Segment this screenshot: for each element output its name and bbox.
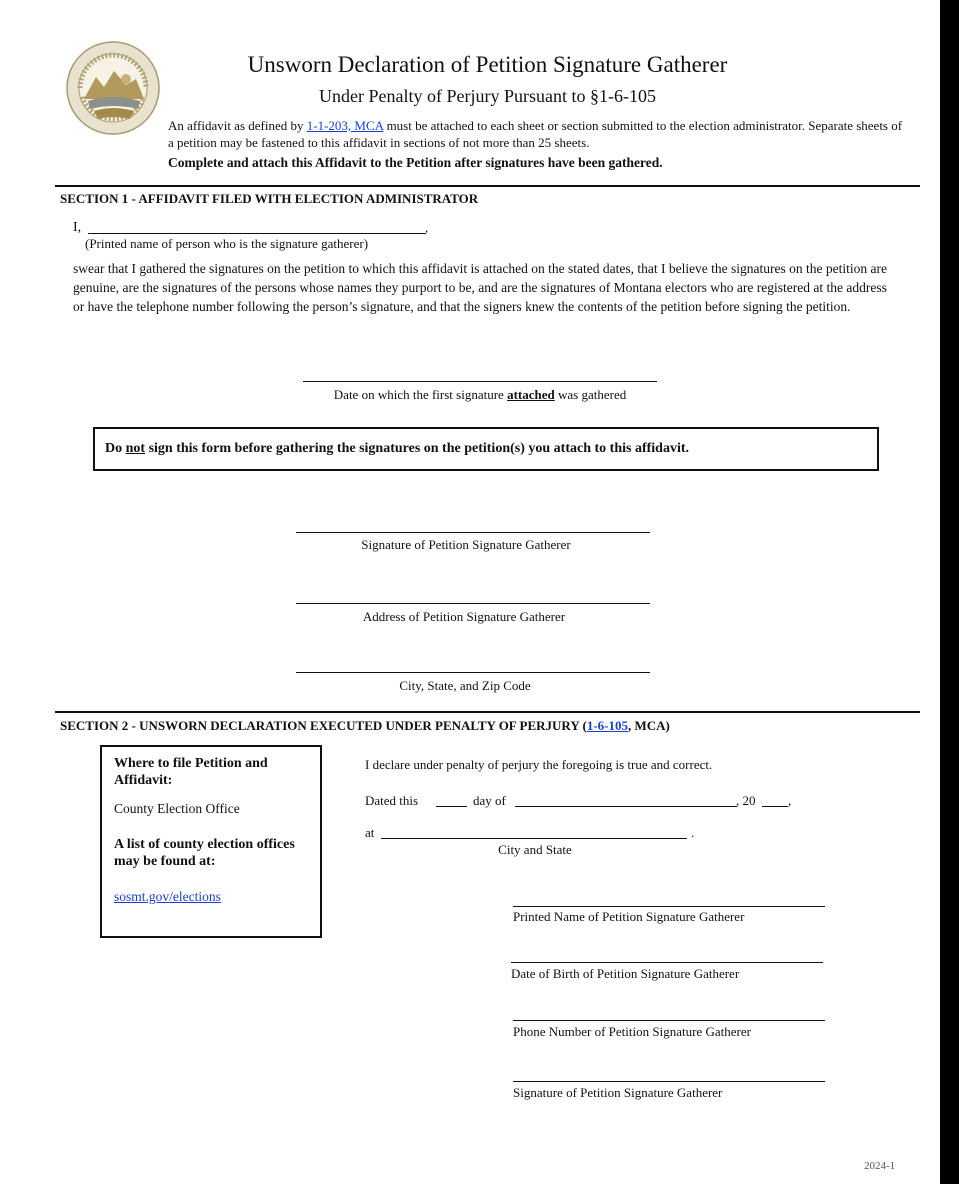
mca-1-6-105-link[interactable]: 1-6-105	[586, 718, 628, 733]
city-state-zip-field[interactable]	[296, 672, 650, 673]
gatherer-address-label: Address of Petition Signature Gatherer	[362, 609, 566, 624]
mca-1-1-203-link[interactable]: 1-1-203, MCA	[306, 118, 384, 133]
day-of-label: day of	[473, 793, 506, 808]
form-revision: 2024-1	[864, 1160, 896, 1172]
printed-name-gatherer-field[interactable]	[513, 906, 825, 907]
phone-label: Phone Number of Petition Signature Gatherer	[513, 1024, 751, 1039]
city-state-label: City and State	[498, 842, 572, 857]
affidavit-statement: swear that I gathered the signatures on the petition to which this affidavit is attached on the stated dates, that I believe the signatures on the petition are genuine, are the signatures of the persons whose names they purport to be, and are the signatures of Montana electors who are registered at the address or have the telephone number following the person’s signature, and that the signers knew the contents of the petition before signing the petition.	[73, 261, 888, 314]
at-label: at	[365, 825, 375, 840]
declaration-signature-field[interactable]	[513, 1081, 825, 1082]
printed-name-field[interactable]	[88, 233, 426, 234]
first-signature-date-field[interactable]	[303, 381, 657, 382]
form-subtitle: Under Penalty of Perjury Pursuant to §1-6-105	[319, 86, 656, 106]
section1-heading: SECTION 1 - AFFIDAVIT FILED WITH ELECTION ADMINISTRATOR	[60, 191, 479, 206]
viewer-edge	[940, 0, 959, 1184]
declaration-text: I declare under penalty of perjury the foregoing is true and correct.	[365, 757, 713, 772]
sosmt-elections-link[interactable]: sosmt.gov/elections	[114, 889, 221, 904]
phone-field[interactable]	[513, 1020, 825, 1021]
printed-name-label: (Printed name of person who is the signature gatherer)	[85, 236, 369, 251]
section2-heading: SECTION 2 - UNSWORN DECLARATION EXECUTED UNDER PENALTY OF PERJURY (1-6-105, MCA)	[60, 718, 670, 733]
first-signature-date-label: Date on which the first signature attached was gathered	[333, 387, 627, 402]
section1-rule	[55, 185, 920, 187]
at-suffix: .	[691, 825, 695, 840]
where-to-file-box	[100, 745, 322, 938]
city-state-zip-label: City, State, and Zip Code	[399, 678, 531, 693]
city-state-field[interactable]	[381, 838, 687, 839]
where-to-file-heading: Where to file Petition and Affidavit:	[114, 756, 268, 788]
gatherer-signature-field[interactable]	[296, 532, 650, 533]
dob-field[interactable]	[511, 962, 823, 963]
intro-instruction: Complete and attach this Affidavit to the Petition after signatures have been gathered.	[168, 155, 663, 170]
dob-label: Date of Birth of Petition Signature Gatherer	[511, 966, 740, 981]
month-field[interactable]	[515, 806, 737, 807]
section2-rule	[55, 711, 920, 713]
form-title: Unsworn Declaration of Petition Signature Gatherer	[247, 52, 728, 77]
declaration-signature-label: Signature of Petition Signature Gatherer	[513, 1085, 723, 1100]
year-field[interactable]	[762, 806, 788, 807]
dated-this-label: Dated this	[365, 793, 419, 808]
year-suffix: ,	[788, 793, 792, 808]
i-prefix: I,	[73, 220, 82, 235]
county-election-office: County Election Office	[114, 801, 240, 816]
intro-text: An affidavit as defined by 1-1-203, MCA must be attached to each sheet or section submitted to the election administrator. Separate sheets of a petition may be fastened to this affidavit in sections of not more than 25 sheets.	[168, 118, 903, 150]
warning-box: Do not sign this form before gathering the signatures on the petition(s) you attach to this affidavit.	[93, 427, 879, 471]
year-prefix: , 20	[736, 793, 756, 808]
gatherer-signature-label: Signature of Petition Signature Gatherer	[361, 537, 571, 552]
county-offices-list-heading: A list of county election offices may be found at:	[114, 837, 295, 869]
printed-name-gatherer-label: Printed Name of Petition Signature Gatherer	[513, 909, 745, 924]
i-suffix: ,	[425, 220, 429, 235]
gatherer-address-field[interactable]	[296, 603, 650, 604]
day-field[interactable]	[436, 806, 467, 807]
